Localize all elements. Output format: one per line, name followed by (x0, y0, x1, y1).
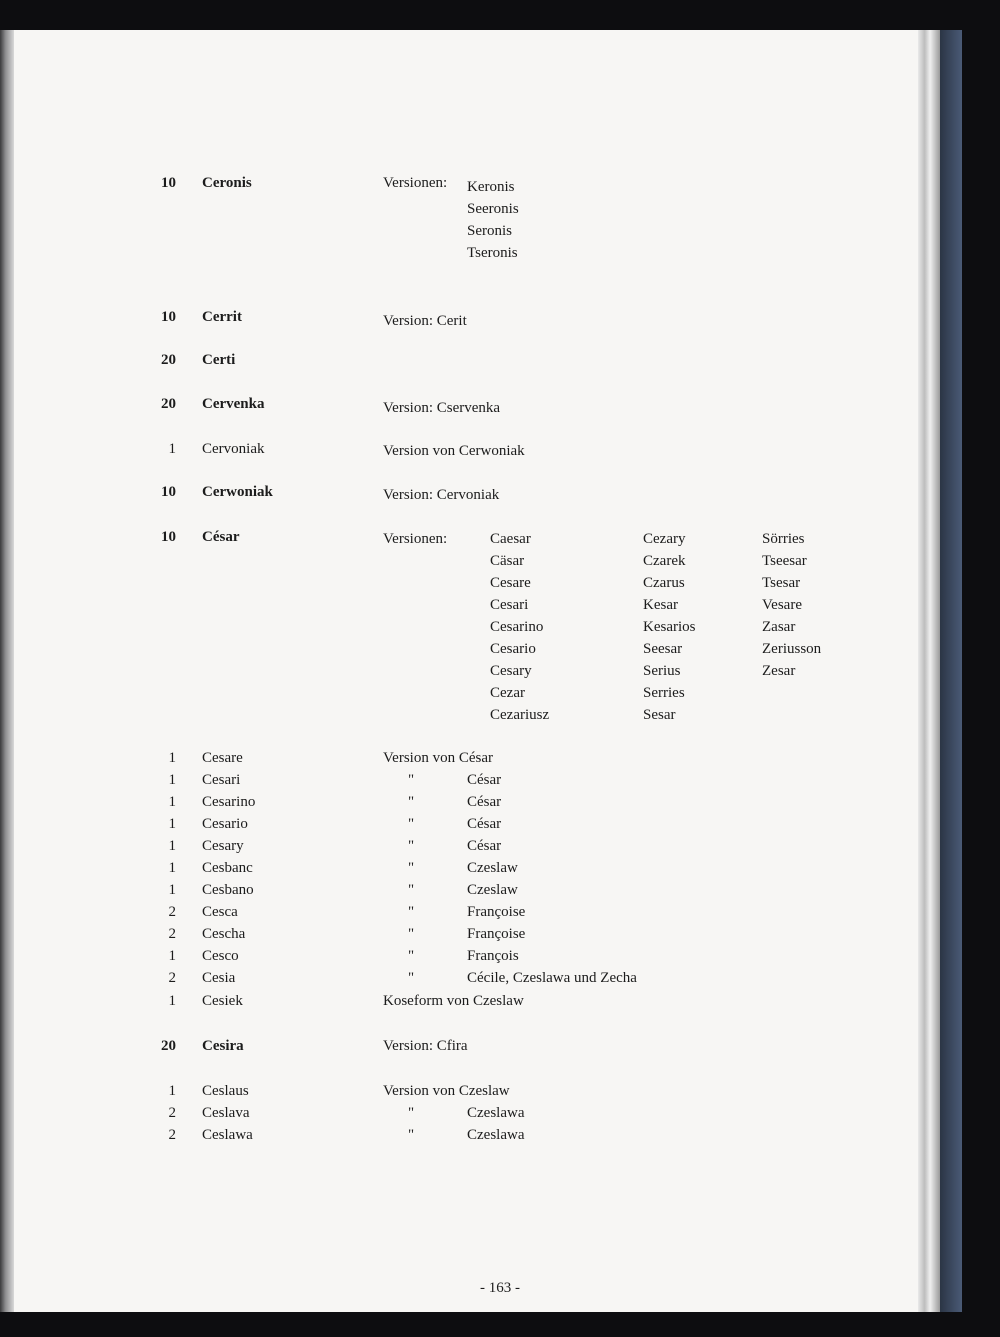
entry-reference: Françoise (467, 926, 526, 942)
entry-count: 20 (161, 396, 176, 412)
entry-name: Cervenka (202, 396, 265, 412)
entry-name: Cesira (202, 1038, 244, 1054)
entry-count: 1 (168, 750, 176, 766)
variant: Kesar (643, 597, 678, 613)
entry-count: 1 (168, 772, 176, 788)
variant: Seronis (467, 223, 512, 239)
entry-name: Cesare (202, 750, 243, 766)
entry-name: Cervoniak (202, 441, 265, 457)
page-stack-edge (918, 30, 940, 1312)
entry-count: 1 (168, 816, 176, 832)
entry-reference: Czeslawa (467, 1105, 525, 1121)
entry-reference: Czeslawa (467, 1127, 525, 1143)
variant: Cezar (490, 685, 525, 701)
cesar-variants-col-2 (643, 528, 696, 726)
ceronis-variants (467, 176, 519, 264)
entry-name: Cesbanc (202, 860, 253, 876)
entry-description: Version von César (383, 750, 493, 766)
ditto-mark: " (408, 816, 415, 832)
entry-description: Version von Czeslaw (383, 1083, 510, 1099)
entry-count: 10 (161, 484, 176, 500)
entry-name: Cesco (202, 948, 239, 964)
entry-description: Version: Cervoniak (383, 487, 500, 503)
entry-name: Ceslaus (202, 1083, 249, 1099)
variant: Sesar (643, 707, 676, 723)
ditto-mark: " (408, 1105, 415, 1121)
entry-reference: César (467, 816, 502, 832)
entry-count: 1 (168, 794, 176, 810)
cesar-variants-col-3 (762, 528, 821, 682)
entry-count: 20 (161, 1038, 176, 1054)
variant: Kesarios (643, 619, 696, 635)
entry-description: Versionen: (383, 175, 448, 191)
entry-description: Koseform von Czeslaw (383, 993, 524, 1009)
variant: Tsesar (762, 575, 801, 591)
variant: Seeronis (467, 201, 519, 217)
ditto-mark: " (408, 838, 415, 854)
entry-description: Version: Cfira (383, 1038, 468, 1054)
entry-count: 2 (168, 904, 176, 920)
variant: Cesario (490, 641, 536, 657)
entry-description: Version: Cservenka (383, 400, 501, 416)
entry-reference: César (467, 772, 502, 788)
book-gutter-edge (0, 30, 14, 1312)
entry-description: Version: Cerit (383, 313, 467, 329)
entry-count: 1 (168, 882, 176, 898)
entry-name: Cesari (202, 772, 241, 788)
ditto-mark: " (408, 860, 415, 876)
entry-name: Cesario (202, 816, 248, 832)
ditto-mark: " (408, 904, 415, 920)
entry-reference: Czeslaw (467, 860, 518, 876)
ditto-mark: " (408, 926, 415, 942)
variant: Czarek (643, 553, 686, 569)
entry-count: 1 (168, 948, 176, 964)
entry-count: 2 (168, 1105, 176, 1121)
entry-count: 1 (168, 441, 176, 457)
variant: Sörries (762, 531, 805, 547)
entry-count: 1 (168, 838, 176, 854)
entry-reference: Czeslaw (467, 882, 518, 898)
variant: Cesarino (490, 619, 544, 635)
entry-reference: François (467, 948, 519, 964)
entry-description: Version von Cerwoniak (383, 443, 525, 459)
entry-name: César (202, 529, 240, 545)
entry-count: 1 (168, 1083, 176, 1099)
variant: Vesare (762, 597, 802, 613)
entry-name: Cesiek (202, 993, 243, 1009)
variant: Serius (643, 663, 681, 679)
variant: Seesar (643, 641, 683, 657)
entry-description: Versionen: (383, 531, 448, 547)
variant: Zesar (762, 663, 796, 679)
variant: Cesary (490, 663, 532, 679)
entry-reference: César (467, 794, 502, 810)
variant: Cäsar (490, 553, 525, 569)
ditto-mark: " (408, 882, 415, 898)
variant: Czarus (643, 575, 685, 591)
entry-count: 1 (168, 860, 176, 876)
variant: Tseronis (467, 245, 518, 261)
variant: Cezary (643, 531, 686, 547)
entry-name: Ceronis (202, 175, 252, 191)
entry-count: 10 (161, 309, 176, 325)
entry-reference: Cécile, Czeslawa und Zecha (467, 970, 637, 986)
page-number: - 163 - (480, 1280, 520, 1296)
ditto-mark: " (408, 772, 415, 788)
cesar-variants-col-1 (490, 528, 549, 726)
ditto-mark: " (408, 1127, 415, 1143)
variant: Caesar (490, 531, 531, 547)
book-cover-edge (940, 30, 962, 1312)
variant: Keronis (467, 179, 515, 195)
entry-count: 2 (168, 1127, 176, 1143)
variant: Zasar (762, 619, 796, 635)
entry-name: Cescha (202, 926, 246, 942)
entry-count: 10 (161, 175, 176, 191)
entry-name: Cesbano (202, 882, 254, 898)
entry-count: 20 (161, 352, 176, 368)
ditto-mark: " (408, 970, 415, 986)
entry-name: Cerrit (202, 309, 242, 325)
entry-name: Cesarino (202, 794, 256, 810)
variant: Cesari (490, 597, 529, 613)
entry-name: Ceslawa (202, 1127, 253, 1143)
ditto-mark: " (408, 794, 415, 810)
entry-count: 2 (168, 926, 176, 942)
variant: Cesare (490, 575, 531, 591)
entry-reference: César (467, 838, 502, 854)
variant: Serries (643, 685, 685, 701)
variant: Tseesar (762, 553, 807, 569)
entry-name: Cerwoniak (202, 484, 273, 500)
entry-name: Cesia (202, 970, 236, 986)
variant: Zeriusson (762, 641, 822, 657)
entry-name: Ceslava (202, 1105, 250, 1121)
entry-name: Cesca (202, 904, 238, 920)
entry-name: Certi (202, 352, 236, 368)
entry-reference: Françoise (467, 904, 526, 920)
entry-count: 2 (168, 970, 176, 986)
variant: Cezariusz (490, 707, 550, 723)
entry-count: 1 (168, 993, 176, 1009)
entry-count: 10 (161, 529, 176, 545)
entry-name: Cesary (202, 838, 244, 854)
ditto-mark: " (408, 948, 415, 964)
